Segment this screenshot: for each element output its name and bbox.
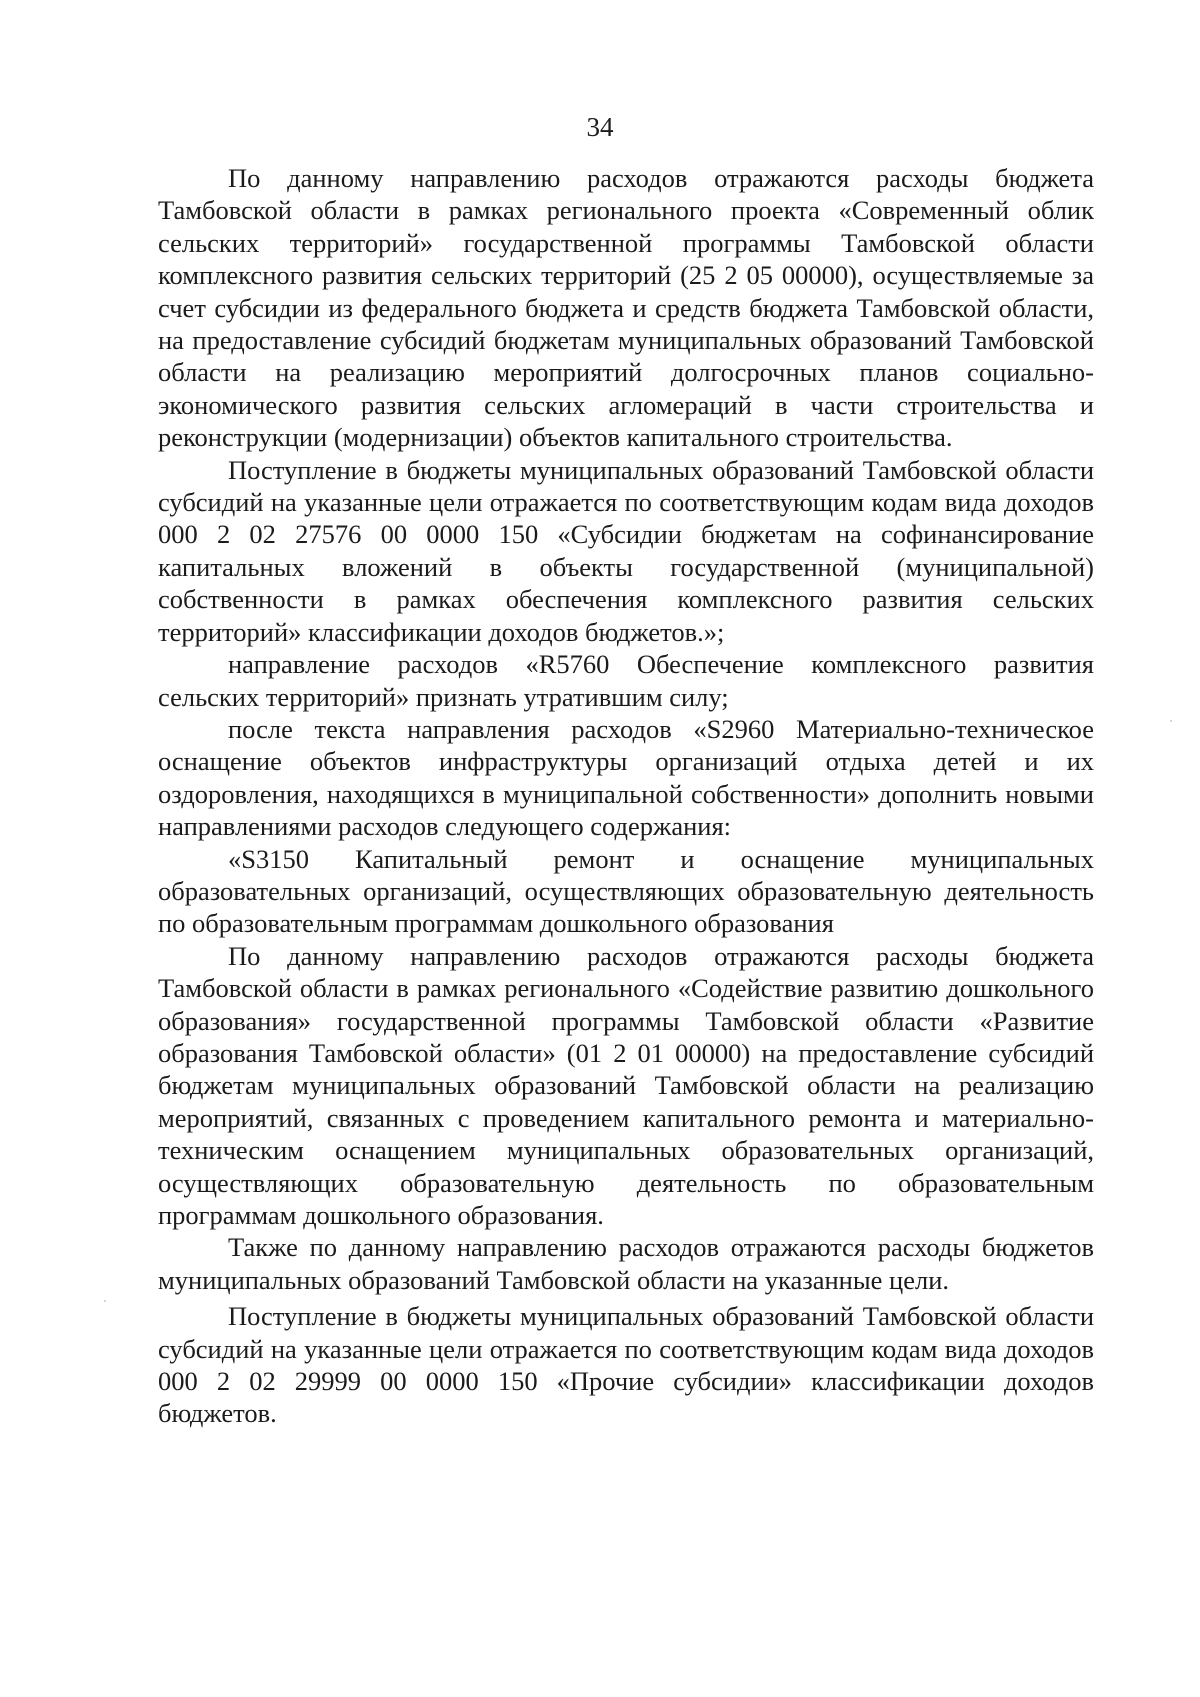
scan-artifact bbox=[1170, 720, 1172, 722]
page-number: 34 bbox=[586, 112, 614, 142]
paragraph-8: Поступление в бюджеты муниципальных образований Тамбовской области субсидий на указанные цели отражается по соответствующим кодам вида доходов 000 2 02 29999 00 0000 150 «Прочие субсидии» классификации доходов бюджетов. bbox=[158, 1301, 1094, 1429]
paragraph-4: после текста направления расходов «S2960 Материально-техническое оснащение объектов инфраструктуры организаций отдыха детей и их оздоровления, находящихся в муниципальной собственности» дополнить новыми направлениями расходов следующего содержания: bbox=[158, 713, 1094, 842]
paragraph-6: По данному направлению расходов отражаются расходы бюджета Тамбовской области в рамках регионального «Содействие развитию дошкольного образования» государственной программы Тамбовской области «Развитие образования Тамбовской области» (01 2 01 00000) на предоставление субсидий бюджетам муниципальных образований Тамбовской области на реализацию мероприятий, связанных с проведением капитального ремонта и материально-техническим оснащением муниципальных образовательных организаций, осуществляющих образовательную деятельность по образовательным программам дошкольного образования. bbox=[158, 940, 1094, 1230]
paragraph-3: направление расходов «R5760 Обеспечение комплексного развития сельских территорий» признать утратившим силу; bbox=[158, 649, 1094, 712]
scan-artifact bbox=[104, 1300, 106, 1302]
document-body bbox=[158, 162, 1094, 1430]
paragraph-5: «S3150 Капитальный ремонт и оснащение муниципальных образовательных организаций, осуществляющих образовательную деятельность по образовательным программам дошкольного образования bbox=[158, 843, 1094, 939]
paragraph-2: Поступление в бюджеты муниципальных образований Тамбовской области субсидий на указанные цели отражается по соответствующим кодам вида доходов 000 2 02 27576 00 0000 150 «Субсидии бюджетам на софинансирование капитальных вложений в объекты государственной (муниципальной) собственности в рамках обеспечения комплексного развития сельских территорий» классификации доходов бюджетов.»; bbox=[158, 454, 1094, 647]
paragraph-7: Также по данному направлению расходов отражаются расходы бюджетов муниципальных образований Тамбовской области на указанные цели. bbox=[158, 1232, 1094, 1295]
paragraph-1: По данному направлению расходов отражаются расходы бюджета Тамбовской области в рамках регионального проекта «Современный облик сельских территорий» государственной программы Тамбовской области комплексного развития сельских территорий (25 2 05 00000), осуществляемые за счет субсидии из федерального бюджета и средств бюджета Тамбовской области, на предоставление субсидий бюджетам муниципальных образований Тамбовской области на реализацию мероприятий долгосрочных планов социально-экономического развития сельских агломераций в части строительства и реконструкции (модернизации) объектов капитального строительства. bbox=[158, 163, 1094, 453]
